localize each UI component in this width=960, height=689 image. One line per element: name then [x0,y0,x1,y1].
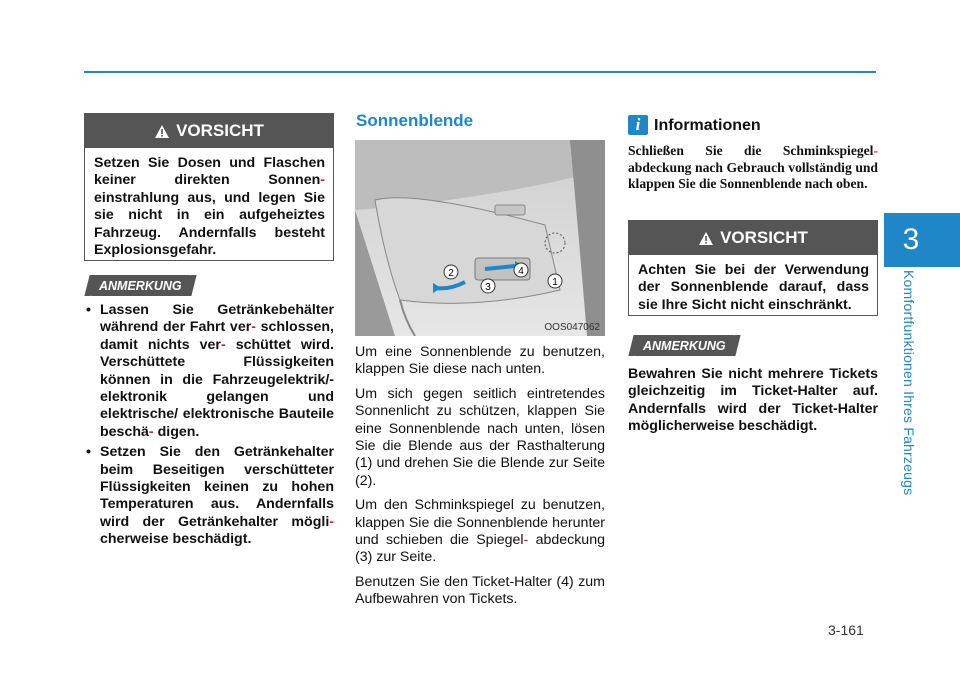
sun-visor-instructions [355,344,605,616]
paragraph: Um sich gegen seitlich eintretendes Sonnenlicht zu schützen, klappen Sie eine Sonnenblende nach unten, lösen Sie die Blende aus der Rasthalterung (1) und drehen Sie die Blende zur Seite (2). [355,385,605,489]
caution-heading [629,221,877,255]
info-title: Informationen [654,117,761,134]
caution-text: Achten Sie bei der Verwendung der Sonnenblende darauf, dass sie Ihre Sicht nicht einschränkt. [638,262,869,313]
note-badge: ANMERKUNG [634,335,735,356]
caution-heading-text: VORSICHT [176,121,264,140]
list-item: • Lassen Sie Getränkebehälter während der Fahrt ver- schlossen, damit nichts ver- schüttet wird. Verschüttete Flüssigkeiten können in die Fahrzeugelektrik/-elektronik gelangen und elektrische/ elektronische Bauteile beschä- digen. [84,302,334,441]
section-title: Sonnenblende [356,111,474,130]
caution-box [84,113,334,261]
chapter-tab [884,213,938,267]
paragraph: Um den Schminkspiegel zu benutzen, klappen Sie die Sonnenblende herunter und schieben die Spiegel- abdeckung (3) zur Seite. [355,497,605,566]
note-text: Bewahren Sie nicht mehrere Tickets gleichzeitig im Ticket-Halter auf. Andernfalls wird der Ticket-Halter möglicherweise beschädigt. [628,366,878,435]
header-rule [84,71,876,73]
callout-label: 3 [485,282,491,293]
note-badge: ANMERKUNG [90,275,191,296]
figure-code: OOS047062 [544,322,600,333]
info-icon: i [628,115,648,135]
sun-visor-illustration [355,140,605,336]
list-item: • Setzen Sie den Getränkehalter beim Beseitigen verschütteter Flüssigkeiten keinen zu hohen Temperaturen aus. Andernfalls wird der Getränkehalter mögli- cherweise beschädigt. [84,444,334,548]
chapter-tab-extension [938,213,960,267]
caution-heading-text: VORSICHT [720,228,808,247]
page-number: 3-161 [828,622,864,638]
chapter-number: 3 [902,223,920,256]
caution-text: Setzen Sie Dosen und Flaschen keiner direkten Sonnen- einstrahlung aus, und legen Sie sie nicht in ein aufgeheiztes Fahrzeug. Andernfalls besteht Explosionsgefahr. [94,155,325,259]
paragraph: Um eine Sonnenblende zu benutzen, klappen Sie diese nach unten. [355,344,605,378]
bullet-list [84,302,334,552]
sun-visor-figure [355,140,605,336]
callout-label: 2 [448,268,454,279]
warning-triangle-icon [154,124,170,139]
caution-heading [85,114,333,148]
info-text: Schließen Sie die Schminkspiegel- abdeckung nach Gebrauch vollständig und klappen Sie die Sonnenblende nach oben. [628,143,878,192]
warning-triangle-icon [698,231,714,246]
caution-box [628,220,878,316]
callout-label: 1 [552,277,558,288]
callout-label: 4 [518,266,524,277]
chapter-title: Komfortfunktionen Ihres Fahrzeugs [901,270,917,496]
paragraph: Benutzen Sie den Ticket-Halter (4) zum Aufbewahren von Tickets. [355,573,605,608]
